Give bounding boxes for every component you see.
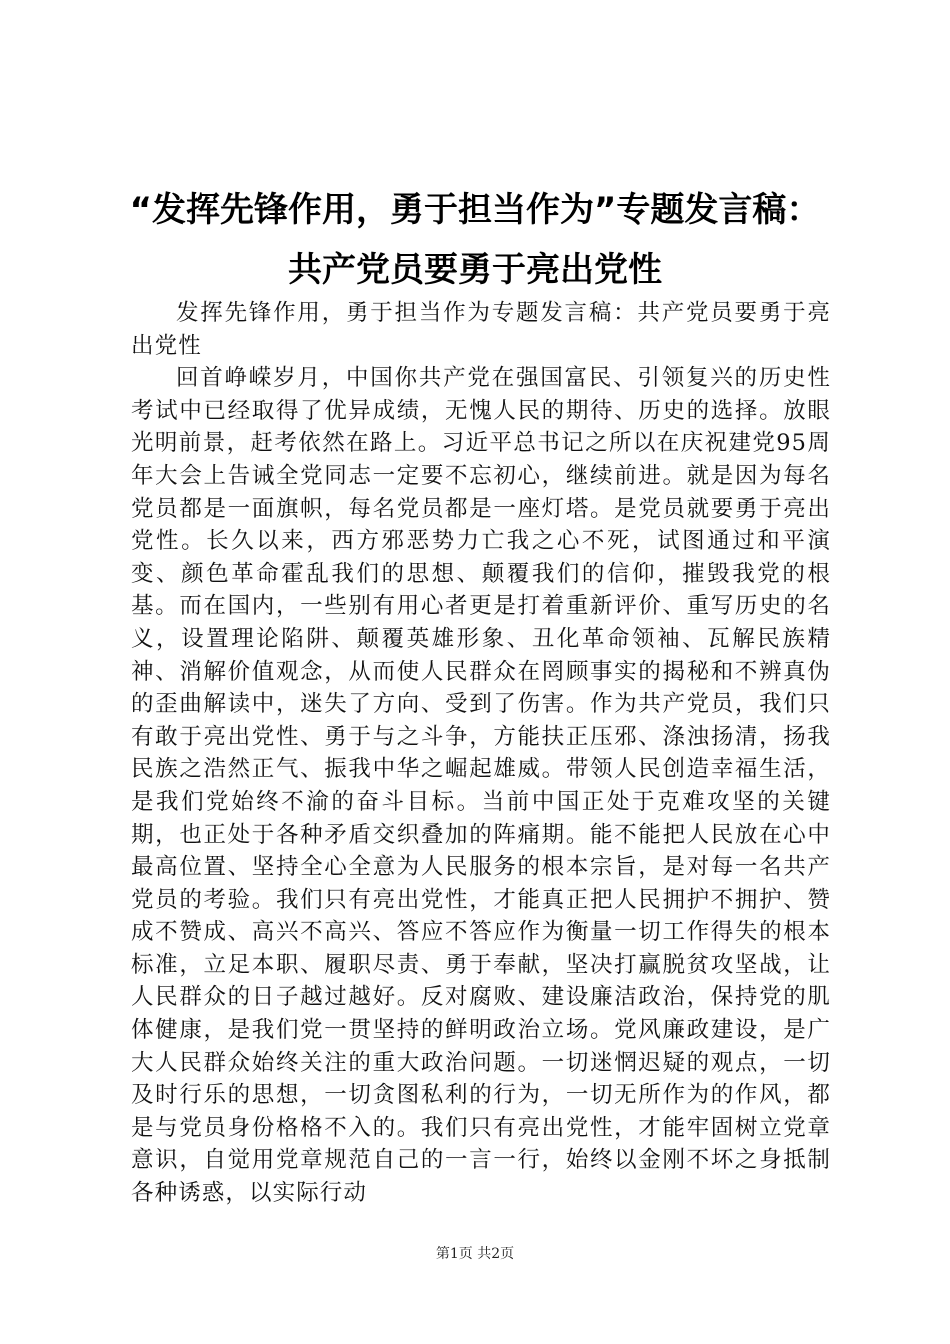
paragraph-main: 回首峥嵘岁月，中国你共产党在强国富民、引领复兴的历史性考试中已经取得了优异成绩，无愧人民的期待、历史的选择。放眼光明前景，赶考依然在路上。习近平总书记之所以在庆祝建党95周年大会上告诫全党同志一定要不忘初心，继续前进。就是因为每名党员都是一面旗帜，每名党员都是一座灯塔。是党员就要勇于亮出党性。长久以来，西方邪恶势力亡我之心不死，试图通过和平演变、颜色革命霍乱我们的思想、颠覆我们的信仰，摧毁我党的根基。而在国内，一些别有用心者更是打着重新评价、重写历史的名义，设置理论陷阱、颠覆英雄形象、丑化革命领袖、瓦解民族精神、消解价值观念，从而使人民群众在罔顾事实的揭秘和不辨真伪的歪曲解读中，迷失了方向、受到了伤害。作为共产党员，我们只有敢于亮出党性、勇于与之斗争，方能扶正压邪、涤浊扬清，扬我民族之浩然正气、振我中华之崛起雄威。带领人民创造幸福生活，是我们党始终不渝的奋斗目标。当前中国正处于克难攻坚的关键期，也正处于各种矛盾交织叠加的阵痛期。能不能把人民放在心中最高位置、坚持全心全意为人民服务的根本宗旨，是对每一名共产党员的考验。我们只有亮出党性，才能真正把人民拥护不拥护、赞成不赞成、高兴不高兴、答应不答应作为衡量一切工作得失的根本标准，立足本职、履职尽责、勇于奉献，坚决打赢脱贫攻坚战，让人民群众的日子越过越好。反对腐败、建设廉洁政治，保持党的肌体健康，是我们党一贯坚持的鲜明政治立场。党风廉政建设，是广大人民群众始终关注的重大政治问题。一切迷惘迟疑的观点，一切及时行乐的思想，一切贪图私利的行为，一切无所作为的作风，都是与党员身份格格不入的。我们只有亮出党性，才能牢固树立党章意识，自觉用党章规范自己的一言一行，始终以金刚不坏之身抵制各种诱惑，以实际行动 bbox=[131, 365, 831, 1207]
page-footer: 第1页 共2页 bbox=[435, 1246, 515, 1262]
document-title-line-1: “发挥先锋作用，勇于担当作为”专题发言稿： bbox=[129, 190, 821, 230]
document-body bbox=[131, 297, 831, 1210]
document-title-line-2: 共产党员要勇于亮出党性 bbox=[288, 250, 662, 290]
paragraph-intro: 发挥先锋作用，勇于担当作为专题发言稿：共产党员要勇于亮出党性 bbox=[131, 300, 831, 359]
